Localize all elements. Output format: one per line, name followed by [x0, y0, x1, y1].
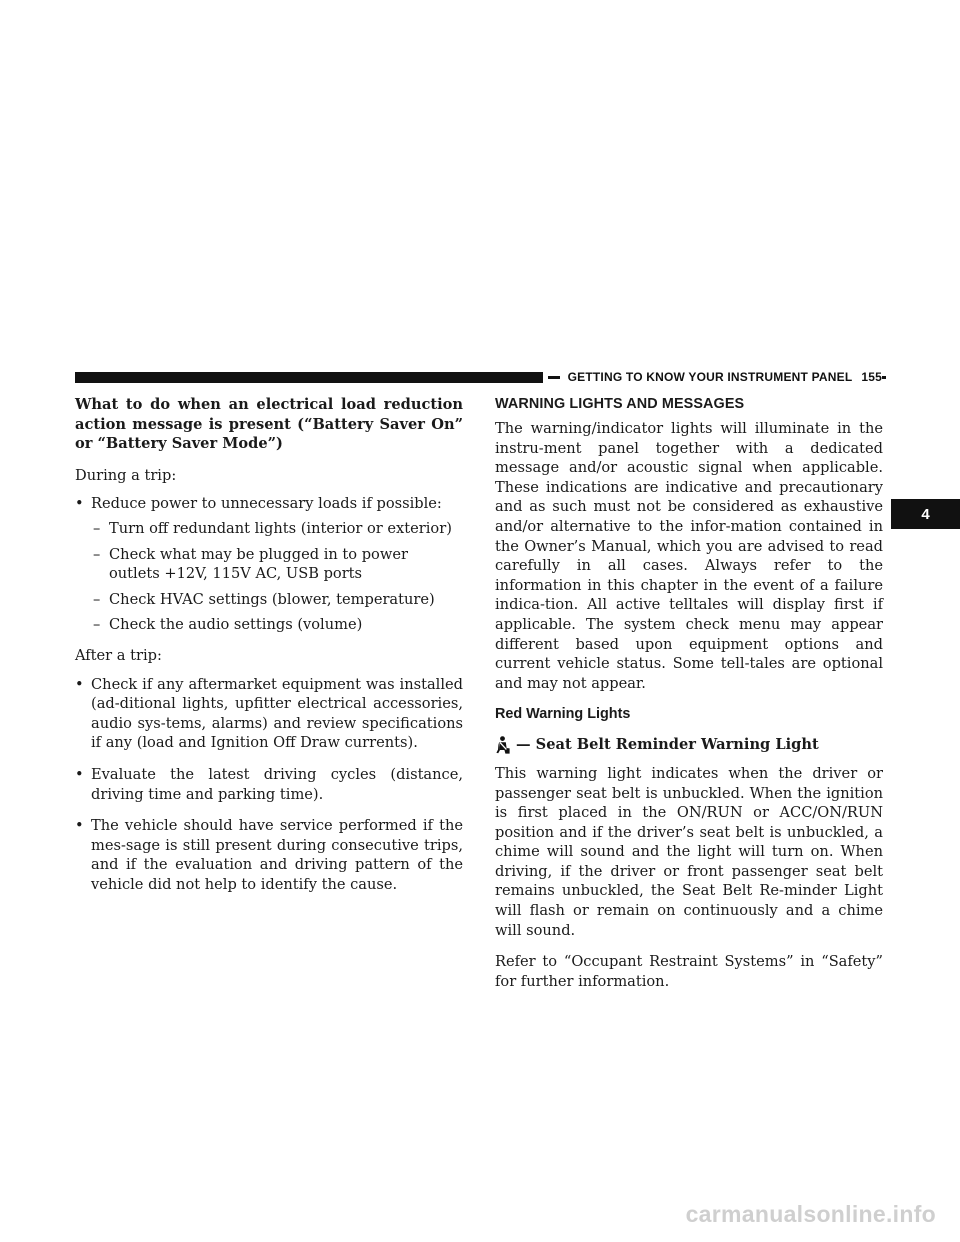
right-column: [495, 395, 883, 1003]
bullet-icon: •: [75, 495, 84, 513]
sub-list-item-text: Turn off redundant lights (interior or exterior): [109, 519, 452, 537]
sub-list: [75, 519, 463, 635]
dash-icon: –: [93, 519, 101, 537]
during-trip-label: During a trip:: [75, 466, 177, 484]
sub-list-item: [75, 519, 463, 539]
sub-list-item-text: Check what may be plugged in to power outlets +12V, 115V AC, USB ports: [109, 545, 408, 583]
left-column: [75, 395, 463, 906]
list-item-text: Check if any aftermarket equipment was installed (ad-ditional lights, upfitter electrical accessories, audio sys-tems, alarms) and review specifications if any (load and Ignition Off Draw currents).: [91, 675, 463, 752]
bullet-icon: •: [75, 817, 84, 835]
list-item-text: The vehicle should have service performed if the mes-sage is still present during consecutive trips, and if the evaluation and driving pattern of the vehicle did not help to identify the cause.: [91, 817, 463, 893]
watermark: carmanualsonline.info: [685, 1201, 936, 1227]
sub-list-item: [75, 545, 463, 584]
red-warning-lights-heading: Red Warning Lights: [495, 706, 631, 723]
sub-list-item: [75, 590, 463, 610]
refer-paragraph: Refer to “Occupant Restraint Systems” in “Safety” for further information.: [495, 953, 883, 990]
dash-icon: –: [93, 590, 101, 608]
chapter-tab-label: 4: [921, 505, 930, 523]
battery-saver-subheading: What to do when an electrical load reduction action message is present (“Battery Saver On” or “Battery Saver Mode”): [75, 396, 463, 453]
sub-list-item-text: Check HVAC settings (blower, temperature): [109, 590, 435, 608]
bullet-icon: •: [75, 675, 84, 693]
seat-belt-item-title-text: — Seat Belt Reminder Warning Light: [516, 736, 819, 754]
running-header-title: GETTING TO KNOW YOUR INSTRUMENT PANEL: [567, 370, 853, 384]
list-item-text: Reduce power to unnecessary loads if possible:: [91, 495, 442, 513]
seat-belt-body: This warning light indicates when the driver or passenger seat belt is unbuckled. When the ignition is first placed in the ON/RUN or ACC/ON/RUN position and if the driver’s seat belt is unbuckled, a chime will sound and the light will turn on. When driving, if the driver or front passenger seat belt remains unbuckled, the Seat Belt Re-minder Light will flash or remain on continuously and a chime will sound.: [495, 764, 883, 939]
list-item: [75, 765, 463, 804]
header-rule-thick: [75, 372, 543, 383]
running-header: [560, 369, 882, 386]
intro-paragraph: The warning/indicator lights will illuminate in the instru-ment panel together with a dedicated message and/or acoustic signal when applicable. These indications are indicative and precautionary and as such must not be considered as exhaustive and/or alternative to the infor-mation contained in the Owner’s Manual, which you are advised to read carefully in all cases. Always refer to the information in this chapter in the event of a failure indica-tion. All active telltales will display first if applicable. The system check menu may appear different based upon equipment options and current vehicle status. Some tell-tales are optional and may not appear.: [495, 420, 883, 692]
seatbelt-icon: [495, 736, 511, 754]
bullet-icon: •: [75, 765, 84, 783]
chapter-tab[interactable]: [891, 499, 960, 529]
list-item: [75, 816, 463, 894]
after-trip-label: After a trip:: [75, 646, 162, 664]
sub-list-item-text: Check the audio settings (volume): [109, 616, 363, 634]
section-heading: WARNING LIGHTS AND MESSAGES: [495, 396, 745, 412]
seat-belt-item-title: [495, 735, 883, 755]
page-number: 155: [861, 370, 882, 384]
dash-icon: –: [93, 545, 101, 563]
list-item: [75, 494, 463, 514]
list-item-text: Evaluate the latest driving cycles (distance, driving time and parking time).: [91, 765, 463, 803]
list-item: [75, 675, 463, 753]
dash-icon: –: [93, 616, 101, 634]
sub-list-item: [75, 615, 463, 635]
